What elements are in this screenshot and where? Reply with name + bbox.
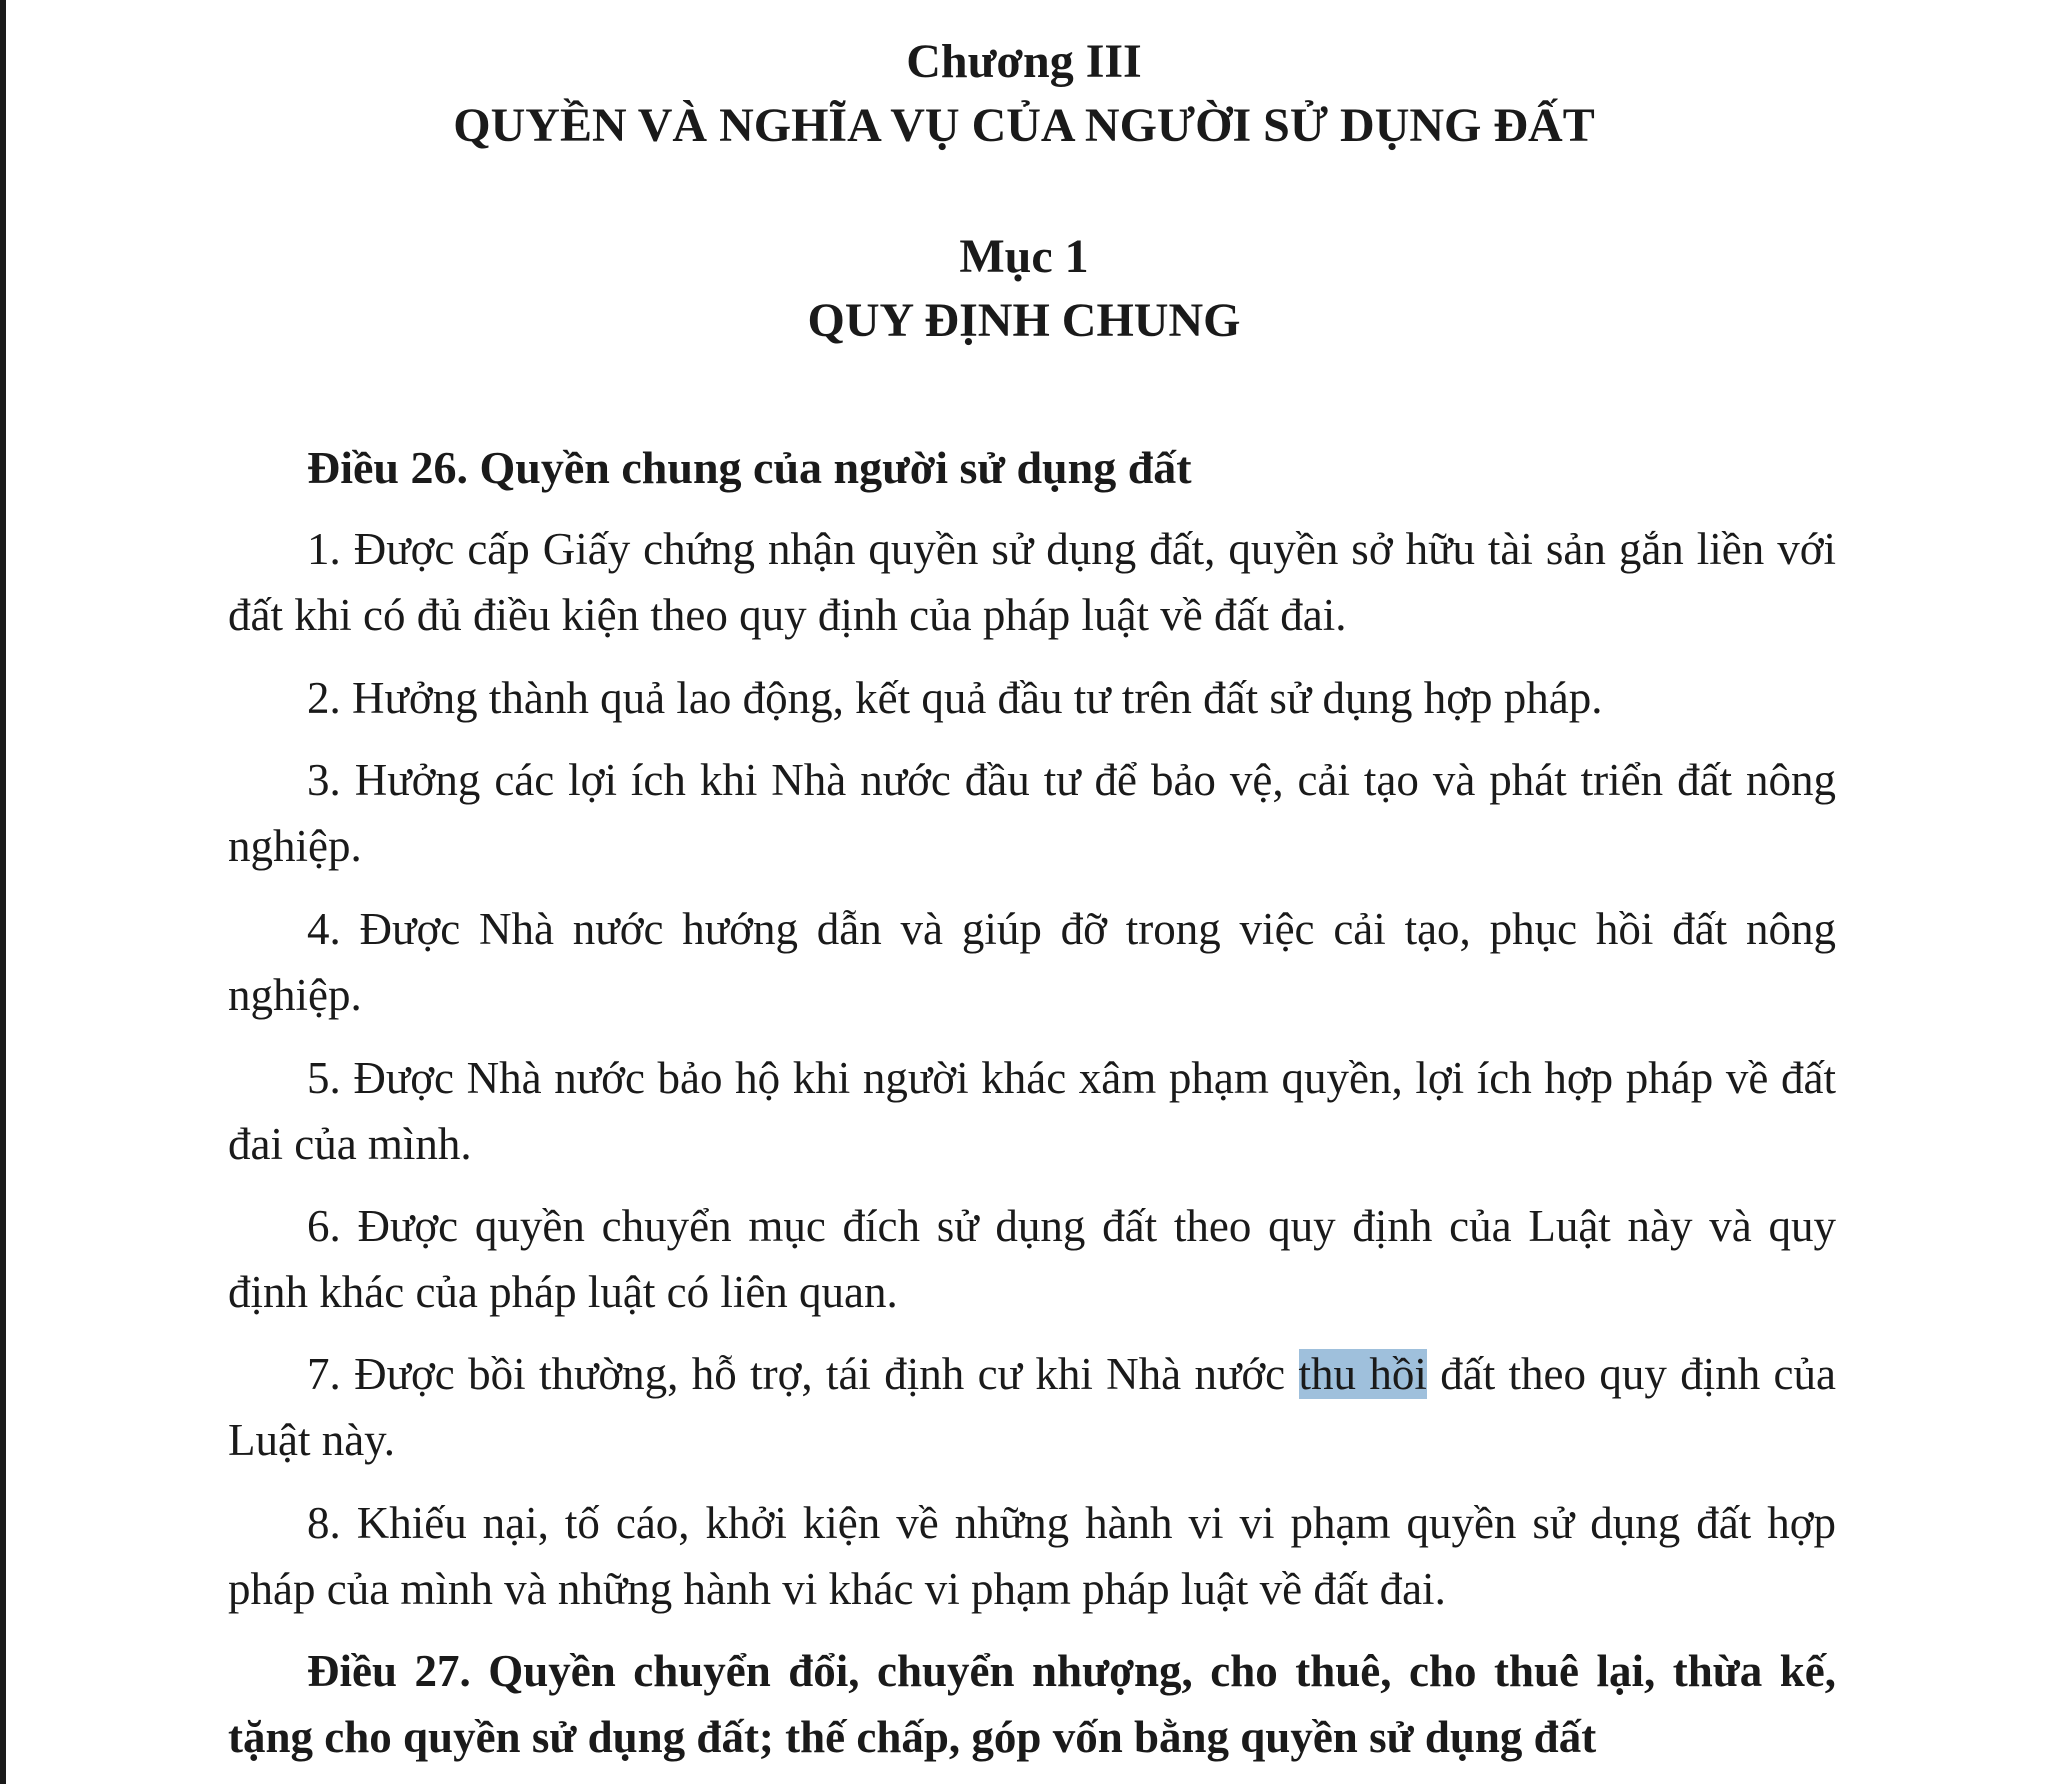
item-7-text-before: 7. Được bồi thường, hỗ trợ, tái định cư khi Nhà nước <box>307 1349 1299 1399</box>
chapter-number: Chương III <box>906 35 1142 88</box>
selected-text-highlight[interactable]: thu hồi <box>1298 1349 1427 1399</box>
article-27-title: Điều 27. Quyền chuyển đổi, chuyển nhượng, cho thuê, cho thuê lại, thừa kế, tặng cho quyền sử dụng đất; thế chấp, góp vốn bằng quyền sử dụng đất <box>228 1646 1836 1762</box>
article-26-item-4: 4. Được Nhà nước hướng dẫn và giúp đỡ trong việc cải tạo, phục hồi đất nông nghiệp. <box>228 904 1836 1020</box>
item-7-text-after: đất theo quy định của Luật này. <box>228 1349 1837 1465</box>
article-26-item-6: 6. Được quyền chuyển mục đích sử dụng đất theo quy định của Luật này và quy định khác của pháp luật có liên quan. <box>228 1201 1836 1317</box>
article-26-item-7 <box>228 1341 1836 1473</box>
article-26-item-3: 3. Hưởng các lợi ích khi Nhà nước đầu tư để bảo vệ, cải tạo và phát triển đất nông nghiệp. <box>228 755 1836 871</box>
article-26-item-2: 2. Hưởng thành quả lao động, kết quả đầu tư trên đất sử dụng hợp pháp. <box>307 673 1603 723</box>
article-26-item-8: 8. Khiếu nại, tố cáo, khởi kiện về những hành vi vi phạm quyền sử dụng đất hợp pháp của mình và những hành vi khác vi phạm pháp luật về đất đai. <box>228 1498 1836 1614</box>
section-number: Mục 1 <box>959 230 1089 283</box>
article-26-title: Điều 26. Quyền chung của người sử dụng đất <box>307 442 1192 493</box>
section-title: QUY ĐỊNH CHUNG <box>807 294 1241 347</box>
article-26-item-5: 5. Được Nhà nước bảo hộ khi người khác xâm phạm quyền, lợi ích hợp pháp về đất đai của mình. <box>228 1053 1836 1169</box>
chapter-title: QUYỀN VÀ NGHĨA VỤ CỦA NGƯỜI SỬ DỤNG ĐẤT <box>453 99 1595 152</box>
article-26-item-1: 1. Được cấp Giấy chứng nhận quyền sử dụng đất, quyền sở hữu tài sản gắn liền với đất khi có đủ điều kiện theo quy định của pháp luật về đất đai. <box>228 524 1836 640</box>
